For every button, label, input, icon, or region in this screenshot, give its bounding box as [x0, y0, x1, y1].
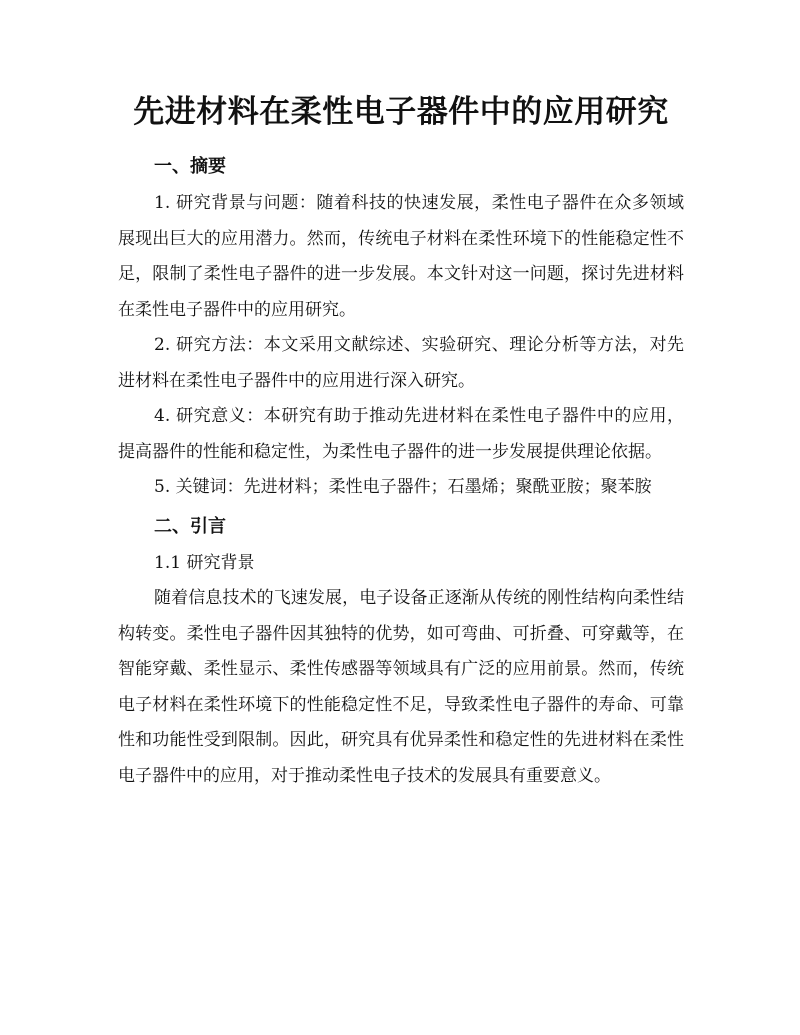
abstract-item: 2. 研究方法：本文采用文献综述、实验研究、理论分析等方法，对先进材料在柔性电子器件中的应用进行深入研究。 — [118, 335, 684, 391]
subsection-heading-background: 1.1 研究背景 — [154, 552, 255, 573]
section-heading-abstract: 一、摘要 — [154, 156, 226, 177]
section-heading-introduction: 二、引言 — [154, 515, 226, 537]
abstract-item: 1. 研究背景与问题：随着科技的快速发展，柔性电子器件在众多领域展现出巨大的应用潜力。然而，传统电子材料在柔性环境下的性能稳定性不足，限制了柔性电子器件的进一步发展。本文针对这一问题，探讨先进材料在柔性电子器件中的应用研究。 — [118, 193, 684, 320]
document-page — [118, 86, 684, 794]
abstract-item: 5. 关键词：先进材料；柔性电子器件；石墨烯；聚酰亚胺；聚苯胺 — [154, 477, 652, 497]
introduction-paragraph: 随着信息技术的飞速发展，电子设备正逐渐从传统的刚性结构向柔性结构转变。柔性电子器件因其独特的优势，如可弯曲、可折叠、可穿戴等，在智能穿戴、柔性显示、柔性传感器等领域具有广泛的应用前景。然而，传统电子材料在柔性环境下的性能稳定性不足，导致柔性电子器件的寿命、可靠性和功能性受到限制。因此，研究具有优异柔性和稳定性的先进材料在柔性电子器件中的应用，对于推动柔性电子技术的发展具有重要意义。 — [118, 588, 684, 786]
abstract-item: 4. 研究意义：本研究有助于推动先进材料在柔性电子器件中的应用，提高器件的性能和稳定性，为柔性电子器件的进一步发展提供理论依据。 — [118, 406, 684, 462]
document-title: 先进材料在柔性电子器件中的应用研究 — [133, 94, 669, 130]
